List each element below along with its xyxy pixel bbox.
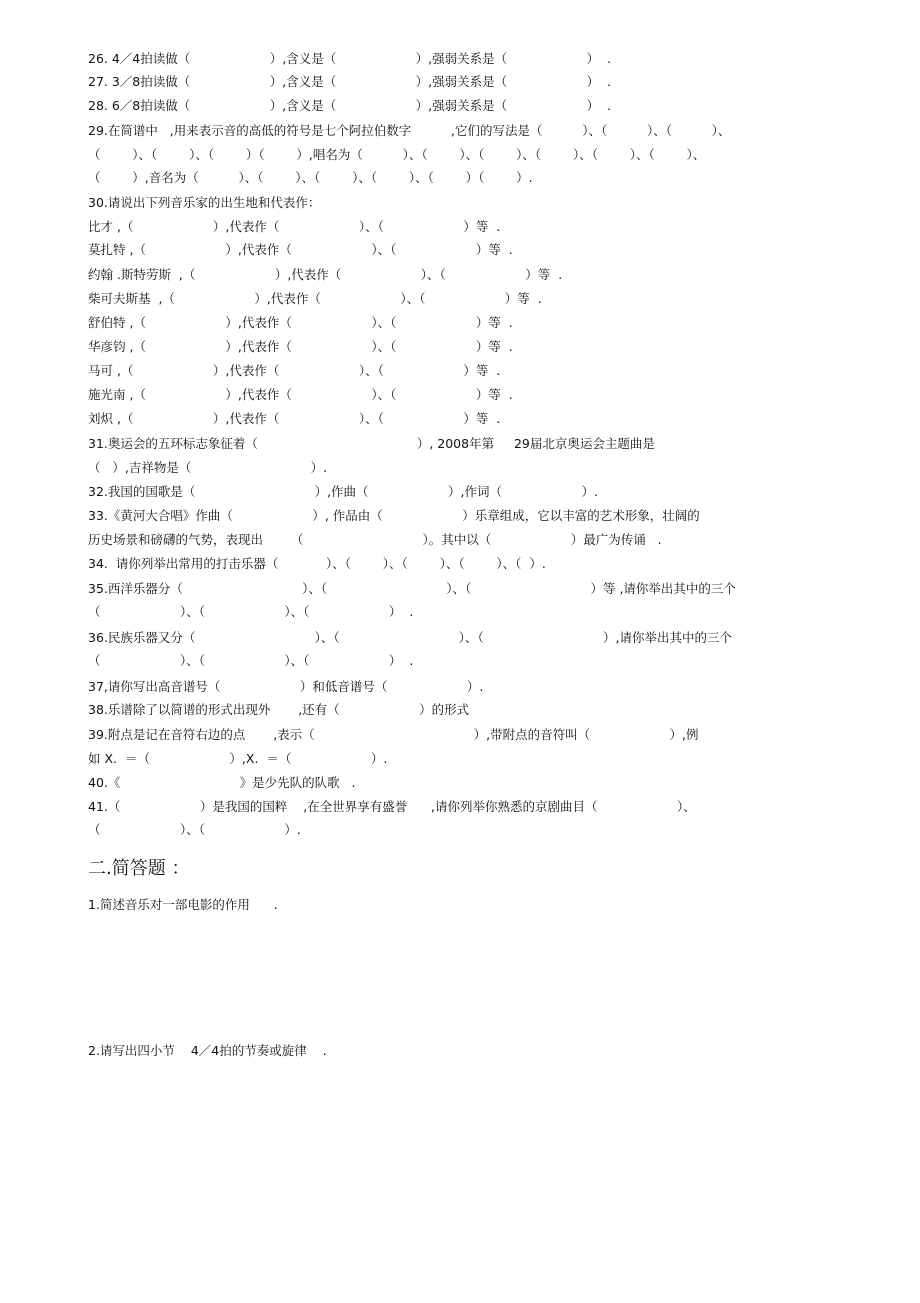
question-26: 26. 4／4拍读做（ ）,含义是（ ）,强弱关系是（ ） . bbox=[88, 51, 612, 66]
composer-shi-guangnan: 施光南 ,（ ）,代表作（ ）、（ ）等 . bbox=[88, 387, 513, 402]
composer-strauss: 约翰 .斯特劳斯 ,（ ）,代表作（ ）、（ ）等 . bbox=[88, 267, 563, 282]
question-32: 32.我国的国歌是（ ）,作曲（ ）,作词（ ）. bbox=[88, 484, 598, 499]
question-34: 34. 请你列举出常用的打击乐器（ ）、（ ）、（ ）、（ ）、（ ）. bbox=[88, 556, 546, 571]
question-33-line-2: 历史场景和磅礴的气势，表现出 （ ）。其中以（ ）最广为传诵 . bbox=[88, 532, 662, 547]
question-40: 40.《 》是少先队的队歌 . bbox=[88, 775, 356, 790]
composer-mozart: 莫扎特 ,（ ）,代表作（ ）、（ ）等 . bbox=[88, 242, 513, 257]
composer-hua-yanjun: 华彦钧 ,（ ）,代表作（ ）、（ ）等 . bbox=[88, 339, 513, 354]
question-39-line-2: 如 X. ＝（ ）,X. ＝（ ）. bbox=[88, 751, 388, 766]
composer-tchaikovsky: 柴可夫斯基 ,（ ）,代表作（ ）、（ ）等 . bbox=[88, 291, 542, 306]
question-37: 37,请你写出高音谱号（ ）和低音谱号（ ）. bbox=[88, 679, 484, 694]
question-41-line-1: 41.（ ）是我国的国粹 ,在全世界享有盛誉 ,请你列举你熟悉的京剧曲目（ ）、 bbox=[88, 799, 696, 814]
question-27: 27. 3／8拍读做（ ）,含义是（ ）,强弱关系是（ ） . bbox=[88, 74, 612, 89]
short-answer-1: 1.简述音乐对一部电影的作用 . bbox=[88, 897, 278, 912]
question-29-line-1: 29.在简谱中 ,用来表示音的高低的符号是七个阿拉伯数字 ,它们的写法是（ ）、（ ）、（ ）、 bbox=[88, 123, 731, 138]
composer-schubert: 舒伯特 ,（ ）,代表作（ ）、（ ）等 . bbox=[88, 315, 513, 330]
question-38: 38.乐谱除了以简谱的形式出现外 ,还有（ ）的形式 bbox=[88, 702, 470, 717]
question-31-line-1: 31.奥运会的五环标志象征着（ ）, 2008年第 29届北京奥运会主题曲是 bbox=[88, 436, 655, 451]
question-31-line-2: （ ）,吉祥物是（ ）. bbox=[88, 460, 328, 475]
section-heading-short-answer: 二.简答题 ： bbox=[88, 858, 190, 879]
question-35-line-1: 35.西洋乐器分（ ）、（ ）、（ ）等 ,请你举出其中的三个 bbox=[88, 581, 736, 596]
question-41-line-2: （ ）、（ ）. bbox=[88, 822, 301, 837]
composer-bizet: 比才 ,（ ）,代表作（ ）、（ ）等 . bbox=[88, 219, 501, 234]
question-29-line-2: （ ）、（ ）、（ ）（ ）,唱名为（ ）、（ ）、（ ）、（ ）、（ ）、（ ）、 bbox=[88, 147, 706, 162]
question-39-line-1: 39.附点是记在音符右边的点 ,表示（ ）,带附点的音符叫（ ）,例 bbox=[88, 727, 699, 742]
short-answer-2: 2.请写出四小节 4／4拍的节奏或旋律 . bbox=[88, 1043, 327, 1058]
composer-liu-chi: 刘炽 ,（ ）,代表作（ ）、（ ）等 . bbox=[88, 411, 501, 426]
composer-ma-ke: 马可 ,（ ）,代表作（ ）、（ ）等 . bbox=[88, 363, 501, 378]
question-29-line-3: （ ）,音名为（ ）、（ ）、（ ）、（ ）、（ ）（ ）. bbox=[88, 170, 533, 185]
question-33-line-1: 33.《黄河大合唱》作曲（ ）, 作品由（ ）乐章组成，它以丰富的艺术形象，壮阔的 bbox=[88, 508, 700, 523]
question-30: 30.请说出下列音乐家的出生地和代表作： bbox=[88, 195, 321, 210]
question-36-line-2: （ ）、（ ）、（ ） . bbox=[88, 653, 414, 668]
question-36-line-1: 36.民族乐器又分（ ）、（ ）、（ ）,请你举出其中的三个 bbox=[88, 630, 732, 645]
question-35-line-2: （ ）、（ ）、（ ） . bbox=[88, 604, 414, 619]
question-28: 28. 6／8拍读做（ ）,含义是（ ）,强弱关系是（ ） . bbox=[88, 98, 612, 113]
